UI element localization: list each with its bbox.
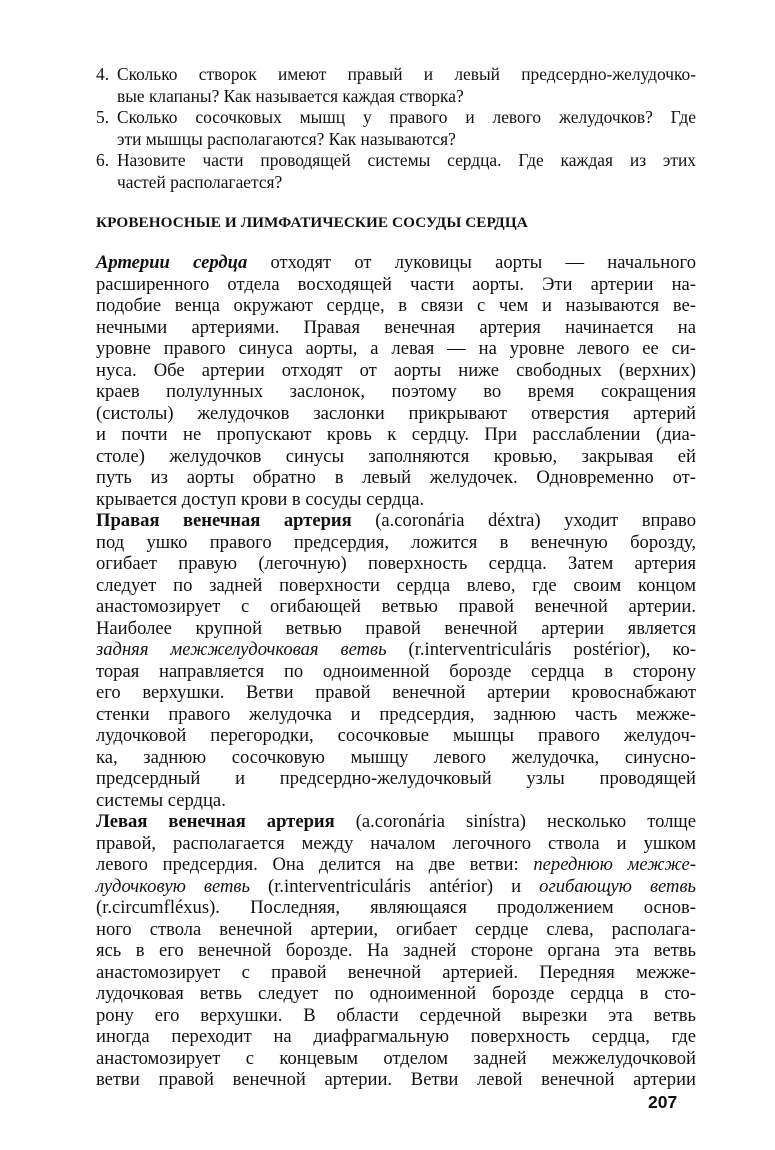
question-item bbox=[96, 107, 696, 150]
question-number: 4. bbox=[96, 64, 110, 84]
question-line: Назовите части проводящей системы сердца. Где каждая из этих bbox=[117, 150, 696, 170]
body-text bbox=[96, 252, 696, 1091]
review-questions bbox=[96, 64, 696, 193]
question-line: эти мышцы располагаются? Как называются? bbox=[117, 128, 456, 149]
term-arteries-of-heart: Артерии сердца bbox=[96, 252, 248, 273]
paragraph-arteries: Артерии сердца отходят от луковицы аорты — начального расширенного отдела восходящей части аорты. Эти артерии на- подобие венца окружают сердце, в связи с чем и называются ве- нечными артериями. Правая венечная артерия начинается на уровне правого синуса аорты, а левая — на уровне левого ее си- нуса. Обе артерии отходят от аорты ниже свободных (верхних) краев полулунных заслонок, поэтому во время сокращения (систолы) желудочков заслонки прикрывают отверстия артерий и почти не пропускают кровь к сердцу. При расслаблении (диа- столе) желудочков синусы заполняются кровью, закрывая ей путь из аорты обратно в левый желудочек. Одновременно от- крывается доступ крови в сосуды сердца. bbox=[96, 252, 696, 510]
paragraph-left-coronary: Левая венечная артерия (a.coronária sinístra) несколько толще правой, располагается между началом легочного ствола и ушком левого предсердия. Она делится на две ветви: переднюю межже- лудочковую ветвь (r.interventriculáris antérior) и огибающую ветвь (r.circumfléxus). Последняя, являющаяся продолжением основ- ного ствола венечной артерии, огибает сердце слева, располага- ясь в его венечной борозде. На задней стороне органа эта ветвь анастомозирует с правой венечной артерией. Передняя межже- лудочковая ветвь следует по одноименной борозде сердца в сто- рону его верхушки. В области сердечной вырезки эта ветвь иногда переходит на диафрагмальную поверхность сердца, где анастомозирует с концевым отделом задней межжелудочковой ветви правой венечной артерии. Ветви левой венечной артерии bbox=[96, 811, 696, 1090]
question-number: 5. bbox=[96, 107, 110, 127]
term-left-coronary-artery: Левая венечная артерия bbox=[96, 811, 335, 832]
question-line: Сколько створок имеют правый и левый предсердно-желудочко- bbox=[117, 64, 696, 84]
question-line: частей располагается? bbox=[117, 171, 283, 192]
term-posterior-interventricular-branch: задняя межжелудочковая ветвь bbox=[96, 639, 387, 660]
term-right-coronary-artery: Правая венечная артерия bbox=[96, 510, 352, 531]
question-line: Сколько сосочковых мышц у правого и левого желудочков? Где bbox=[117, 107, 696, 127]
question-number: 6. bbox=[96, 150, 110, 170]
section-heading: КРОВЕНОСНЫЕ И ЛИМФАТИЧЕСКИЕ СОСУДЫ СЕРДЦА bbox=[96, 214, 528, 231]
term-anterior-interventricular-branch: переднюю межже- bbox=[533, 854, 696, 875]
question-item bbox=[96, 64, 696, 107]
paragraph-right-coronary: Правая венечная артерия (a.coronária déxtra) уходит вправо под ушко правого предсердия, ложится в венечную борозду, огибает правую (легочную) поверхность сердца. Затем артерия следует по задней поверхности сердца влево, где своим концом анастомозирует с огибающей ветвью правой венечной артерии. Наиболее крупной ветвью правой венечной артерии является задняя межжелудочковая ветвь (r.interventriculáris postérior), ко- торая направляется по одноименной борозде сердца в сторону его верхушки. Ветви правой венечной артерии кровоснабжают стенки правого желудочка и предсердия, заднюю часть межже- лудочковой перегородки, сосочковые мышцы правого желудоч- ка, заднюю сосочковую мышцу левого желудочка, синусно- предсердный и предсердно-желудочковый узлы проводящей системы сердца. bbox=[96, 510, 696, 811]
question-line: вые клапаны? Как называется каждая створка? bbox=[117, 85, 464, 106]
question-item bbox=[96, 150, 696, 193]
page-number: 207 bbox=[648, 1092, 678, 1112]
term-circumflex-branch: огибающую ветвь bbox=[539, 875, 696, 897]
